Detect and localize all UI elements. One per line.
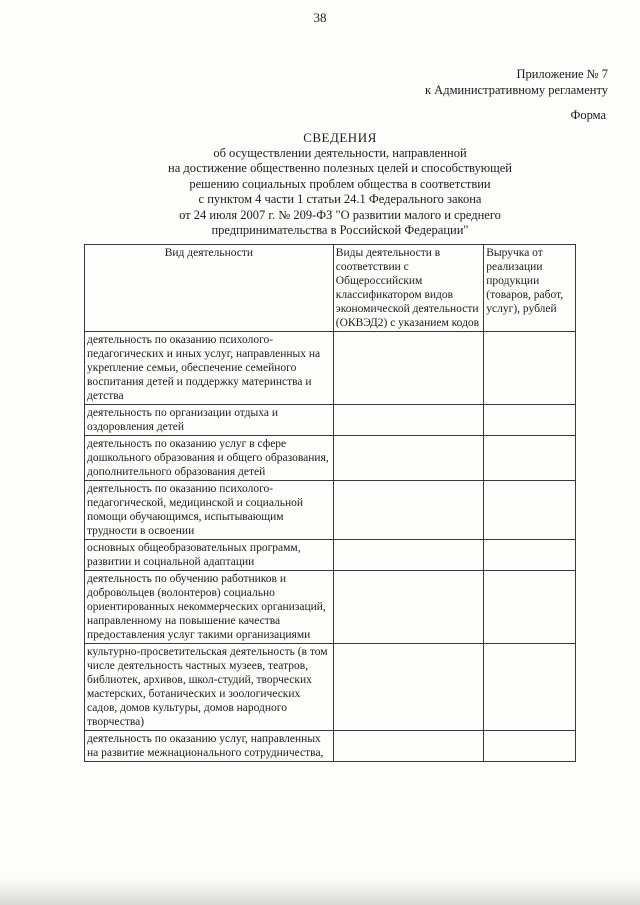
okved-cell[interactable] <box>333 405 483 436</box>
title-line-1: об осуществлении деятельности, направленной <box>213 145 467 160</box>
table-header-row <box>85 245 576 332</box>
activity-cell: деятельность по оказанию психолого-педагогических и иных услуг, направленных на укрепление семьи, обеспечение семейного воспитания детей и поддержку материнства и детства <box>85 332 334 405</box>
revenue-cell[interactable] <box>484 405 576 436</box>
appendix-line-1: Приложение № 7 <box>516 67 608 81</box>
appendix-line-2: к Административному регламенту <box>424 83 608 97</box>
appendix-reference <box>425 66 608 98</box>
activity-cell: деятельность по оказанию психолого-педагогической, медицинской и социальной помощи обучающимся, испытывающим трудности в освоении <box>85 481 334 540</box>
table-row <box>85 644 576 731</box>
title-heading: СВЕДЕНИЯ <box>303 130 377 145</box>
revenue-cell[interactable] <box>484 571 576 644</box>
activity-table <box>84 244 576 762</box>
page-number: 38 <box>313 10 327 25</box>
revenue-cell[interactable] <box>484 540 576 571</box>
okved-cell[interactable] <box>333 571 483 644</box>
revenue-cell[interactable] <box>484 731 576 762</box>
revenue-cell[interactable] <box>484 332 576 405</box>
table-row <box>85 332 576 405</box>
activity-cell: деятельность по оказанию услуг, направленных на развитие межнационального сотрудничества, <box>85 731 334 762</box>
table-row <box>85 436 576 481</box>
revenue-cell[interactable] <box>484 644 576 731</box>
okved-cell[interactable] <box>333 644 483 731</box>
revenue-cell[interactable] <box>484 436 576 481</box>
activity-cell: деятельность по оказанию услуг в сфере дошкольного образования и общего образования, дополнительного образования детей <box>85 436 334 481</box>
title-line-3: решению социальных проблем общества в соответствии <box>189 176 491 191</box>
table-row <box>85 481 576 540</box>
title-line-5: от 24 июля 2007 г. № 209-ФЗ "О развитии малого и среднего <box>179 207 501 222</box>
document-title <box>120 130 560 239</box>
okved-cell[interactable] <box>333 731 483 762</box>
okved-cell[interactable] <box>333 481 483 540</box>
title-line-6: предпринимательства в Российской Федерации" <box>211 223 469 237</box>
table-row <box>85 731 576 762</box>
table-row <box>85 540 576 571</box>
page-bottom-edge <box>0 879 640 905</box>
header-activity-type: Вид деятельности <box>85 245 334 332</box>
activity-cell: деятельность по обучению работников и добровольцев (волонтеров) социально ориентированных некоммерческих организаций, направленному на повышение качества предоставления услуг такими организациями <box>85 571 334 644</box>
header-okved-codes: Виды деятельности в соответствии с Общероссийским классификатором видов экономической деятельности (ОКВЭД2) с указанием кодов <box>333 245 483 332</box>
table-row <box>85 405 576 436</box>
activity-cell: основных общеобразовательных программ, развитии и социальной адаптации <box>85 540 334 571</box>
revenue-cell[interactable] <box>484 481 576 540</box>
header-revenue: Выручка от реализации продукции (товаров, работ, услуг), рублей <box>484 245 576 332</box>
okved-cell[interactable] <box>333 540 483 571</box>
title-line-4: с пунктом 4 части 1 статьи 24.1 Федерального закона <box>198 192 482 206</box>
activity-cell: деятельность по организации отдыха и оздоровления детей <box>85 405 334 436</box>
activity-cell: культурно-просветительская деятельность (в том числе деятельность частных музеев, театров, библиотек, архивов, школ-студий, творческих мастерских, ботанических и зоологических садов, домов культуры, домов народного творчества) <box>85 644 334 731</box>
table-row <box>85 571 576 644</box>
form-label: Форма <box>570 108 606 122</box>
okved-cell[interactable] <box>333 332 483 405</box>
title-line-2: на достижение общественно полезных целей и способствующей <box>168 161 512 175</box>
okved-cell[interactable] <box>333 436 483 481</box>
